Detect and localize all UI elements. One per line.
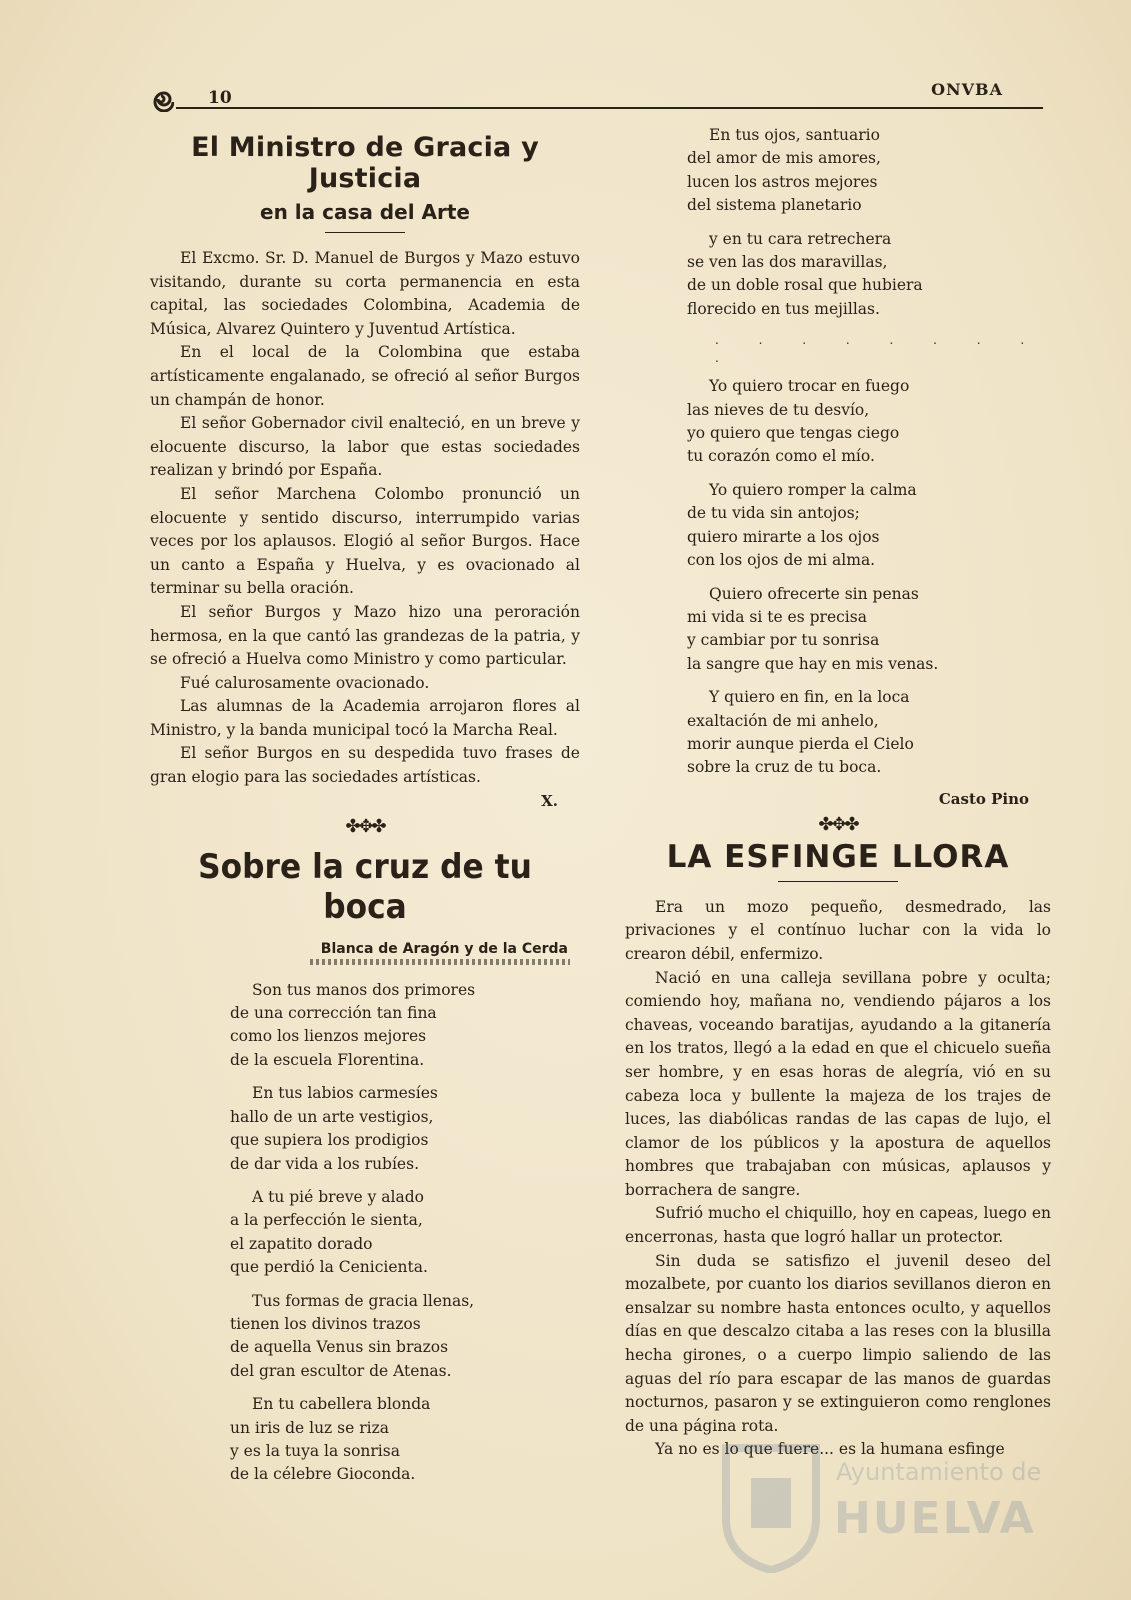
verse-line: y cambiar por tu sonrisa	[687, 631, 880, 650]
paragraph: En el local de la Colombina que estaba artísticamente engalanado, se ofreció al señor Burgos un champán de honor.	[150, 343, 580, 409]
verse-line: que supiera los prodigios	[230, 1131, 429, 1150]
verse-line: En tus labios carmesíes	[252, 1084, 438, 1103]
coat-of-arms-icon	[716, 1438, 826, 1573]
paragraph: El Excmo. Sr. D. Manuel de Burgos y Mazo estuvo visitando, durante su corta permanencia en esta capital, las sociedades Colombina, Academia de Música, Alvarez Quintero y Juventud Artística.	[150, 249, 580, 338]
verse-line: del gran escultor de Atenas.	[230, 1361, 452, 1380]
verse-line: exaltación de mi anhelo,	[687, 711, 879, 730]
page-number: 10	[208, 88, 232, 108]
paragraph: El señor Burgos en su despedida tuvo frases de gran elogio para las sociedades artísticas.	[150, 744, 580, 787]
verse-line: mi vida si te es precisa	[687, 607, 867, 626]
stanza	[230, 1290, 580, 1384]
verse-line: quiero mirarte a los ojos	[687, 527, 880, 546]
poem-signature: Casto Pino	[938, 789, 1029, 808]
verse-line: En tu cabellera blonda	[252, 1395, 431, 1414]
verse-line: Tus formas de gracia llenas,	[252, 1291, 475, 1310]
paragraph: El señor Marchena Colombo pronunció un elocuente y sentido discurso, interrumpido varias veces por los aplausos. Elogió al señor Burgos. Hace un canto a España y Huelva, y es ovacionado al terminar su bella oración.	[150, 484, 580, 598]
verse-line: se ven las dos maravillas,	[687, 253, 888, 272]
verse-line: a la perfección le sienta,	[230, 1211, 423, 1230]
verse-line: de la escuela Florentina.	[230, 1050, 425, 1069]
page-header	[148, 78, 1043, 112]
stanza	[230, 979, 580, 1073]
poem-stanzas-right-continued	[625, 375, 1051, 780]
watermark-line2: HUELVA	[834, 1493, 1036, 1544]
verse-line: de tu vida sin antojos;	[687, 504, 860, 523]
verse-line: de la célebre Gioconda.	[230, 1465, 416, 1484]
poem-stanzas-left	[150, 979, 580, 1487]
stanza	[687, 375, 1051, 469]
paragraph: Las alumnas de la Academia arrojaron flores al Ministro, y la banda municipal tocó la Marcha Real.	[150, 697, 580, 739]
masthead: ONVBA	[931, 80, 1003, 99]
stanza	[230, 1393, 580, 1487]
header-rule	[176, 107, 1043, 109]
article-body	[150, 247, 580, 790]
archive-watermark	[716, 1438, 1046, 1578]
right-column	[625, 124, 1051, 1462]
stanza	[687, 583, 1051, 677]
verse-line: Yo quiero romper la calma	[709, 480, 917, 499]
verse-line: y es la tuya la sonrisa	[230, 1441, 400, 1460]
paragraph: El señor Gobernador civil enalteció, en un breve y elocuente discurso, la labor que estas sociedades realizan y brindó por España.	[150, 414, 580, 480]
stanza	[687, 479, 1051, 573]
verse-line: yo quiero que tengas ciego	[687, 424, 900, 443]
stanza	[687, 686, 1051, 780]
paragraph: Era un mozo pequeño, desmedrado, las privaciones y el contínuo luchar con la vida lo crearon débil, enfermizo.	[625, 897, 1051, 963]
verse-line: florecido en tus mejillas.	[687, 299, 880, 318]
verse-line: Yo quiero trocar en fuego	[709, 377, 910, 396]
verse-line: del sistema planetario	[687, 196, 862, 215]
verse-line: que perdió la Cenicienta.	[230, 1258, 428, 1277]
paragraph: Ya no es lo que fuere... es la humana esfinge	[655, 1440, 1005, 1459]
article-title: LA ESFINGE LLORA	[666, 838, 1010, 875]
verse-line: hallo de un arte vestigios,	[230, 1107, 434, 1126]
verse-line: de un doble rosal que hubiera	[687, 276, 923, 295]
poem-dedication: Blanca de Aragón y de la Cerda	[320, 940, 568, 957]
verse-line: la sangre que hay en mis venas.	[687, 654, 939, 673]
paragraph: Fué calurosamente ovacionado.	[180, 673, 430, 692]
stanza	[230, 1082, 580, 1176]
article-subtitle: en la casa del Arte	[260, 200, 470, 224]
verse-line: En tus ojos, santuario	[709, 126, 880, 144]
ornament-divider-icon: ✤✥✤	[345, 815, 385, 837]
stanza	[687, 124, 1051, 218]
stanza	[687, 228, 1051, 322]
verse-line: como los lienzos mejores	[230, 1027, 427, 1046]
watermark-line1: Ayuntamiento de	[836, 1458, 1042, 1486]
verse-line: lucen los astros mejores	[687, 172, 878, 191]
ellipsis-divider: . . . . . . . . .	[715, 333, 1043, 366]
verse-line: morir aunque pierda el Cielo	[687, 734, 914, 753]
paragraph: Sufrió mucho el chiquillo, hoy en capeas, luego en encerronas, hasta que logró hallar un protector.	[625, 1204, 1051, 1247]
verse-line: y en tu cara retrechera	[709, 229, 892, 248]
verse-line: las nieves de tu desvío,	[687, 400, 870, 419]
poem-stanzas-right	[625, 124, 1051, 321]
verse-line: un iris de luz se riza	[230, 1418, 389, 1437]
verse-line: con los ojos de mi alma.	[687, 551, 876, 570]
verse-line: el zapatito dorado	[230, 1234, 373, 1253]
left-column	[150, 124, 580, 1497]
title-rule	[778, 881, 898, 882]
verse-line: del amor de mis amores,	[687, 149, 881, 168]
paragraph: El señor Burgos y Mazo hizo una peroración hermosa, en la que cantó las grandezas de la patria, y se ofreció a Huelva como Ministro y como particular.	[150, 602, 580, 669]
verse-line: de dar vida a los rubíes.	[230, 1154, 419, 1173]
stanza	[230, 1186, 580, 1280]
article-signature: X.	[541, 791, 558, 810]
ornament-divider-icon: ✤✥✤	[818, 813, 858, 835]
verse-line: Quiero ofrecerte sin penas	[709, 584, 919, 603]
verse-line: tienen los divinos trazos	[230, 1314, 421, 1333]
verse-line: Y quiero en fin, en la loca	[709, 688, 910, 707]
verse-line: tu corazón como el mío.	[687, 447, 875, 466]
title-rule	[325, 232, 405, 233]
verse-line: de aquella Venus sin brazos	[230, 1338, 449, 1357]
verse-line: Son tus manos dos primores	[252, 980, 476, 999]
verse-line: de una corrección tan fina	[230, 1004, 437, 1023]
paragraph: Nació en una calleja sevillana pobre y oculta; comiendo hoy, mañana no, vendiendo pájaros a los chaveas, voceando baratijas, ayudando a la gitanería en los tratos, llegó a la edad en que el chicuelo sueña ser hombre, y en esas horas de alegría, vió en su cabeza loca y bullente la majeza de los trajes de luces, las diabólicas randas de las capas de lujo, el clamor de los públicos y la apostura de aquellos hombres que trabajaban con músicas, aplausos y borrachera de sangre.	[625, 968, 1051, 1199]
verse-line: sobre la cruz de tu boca.	[687, 758, 882, 777]
poem-title: Sobre la cruz de tu boca	[198, 846, 532, 927]
wavy-rule	[310, 959, 570, 965]
swirl-ornament-icon	[148, 86, 174, 112]
article-body	[625, 896, 1051, 1462]
verse-line: A tu pié breve y alado	[252, 1187, 424, 1206]
paragraph: Sin duda se satisfizo el juvenil deseo del mozalbete, por cuanto los diarios sevillanos dieron en ensalzar su nombre hasta entonces oculto, y aquellos días en que descalzo citaba a las reses con la blusilla hecha girones, o a cuerpo limpio saliendo de las aguas del río para escapar de las manos de guardas nocturnos, pasaron y se extinguieron como renglones de una página rota.	[625, 1251, 1051, 1435]
article-title: El Ministro de Gracia y Justicia	[191, 132, 539, 194]
